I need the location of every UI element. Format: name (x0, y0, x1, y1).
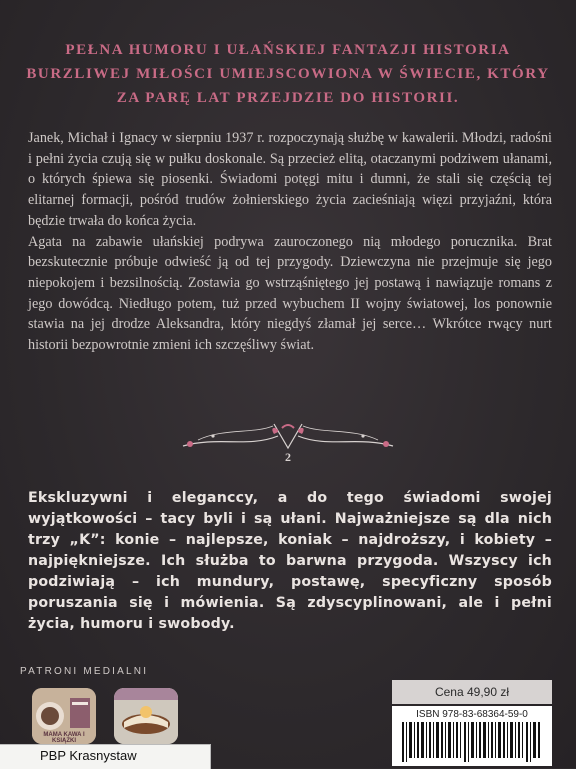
patron-logo-mama-kawa (32, 688, 96, 744)
price-label: Cena 49,90 zł (392, 680, 552, 704)
quote: Ekskluzywni i eleganccy, a do tego świadomi swojej wyjątkowości – tacy byli i są ułani. Najważniejsze są dla nich trzy „K”: konie – najlepsze, koniak – najdroższy, i kobiety – najpiękniejsze. Ich służba to barwna przygoda. Wszyscy ich podziwiają – ich mundury, postawę, specyficzny sposób poruszania się i mówienia. Są zdyscyplinowani, ale i pełni życia, humoru i swobody. (28, 490, 552, 632)
synopsis (28, 128, 552, 356)
isbn-block (392, 706, 552, 766)
patrons-label: PATRONI MEDIALNI (20, 666, 149, 677)
open-book-icon (114, 688, 178, 744)
library-sticker-text: PBP Krasnystaw (40, 748, 137, 763)
divider-number: 2 (285, 450, 291, 464)
isbn-text: ISBN 978-83-68364-59-0 (416, 709, 528, 720)
tagline: PEŁNA HUMORU I UŁAŃSKIEJ FANTAZJI HISTORIA BURZLIWEJ MIŁOŚCI UMIEJSCOWIONA W ŚWIECIE, KTÓRY ZA PARĘ LAT PRZEJDZIE DO HISTORII. (26, 42, 550, 106)
synopsis-paragraph-1: Janek, Michał i Ignacy w sierpniu 1937 r. rozpoczynają służbę w kawalerii. Młodzi, radośni i pełni życia czują się w pułku doskonale. Są przecież elitą, otaczanymi podziwem ułanami, o których śpiewa się piosenki. Świadomi potęgi mitu i dumni, że stali się częścią tej elitarnej formacji, pośród trudów żołnierskiego życia zacieśniają więzi przyjaźni, która będzie trwała do końca życia. (28, 130, 552, 229)
patron-logo-text: MAMA KAWA I KSIĄŻKI (43, 732, 85, 744)
patron-logo-book (114, 688, 178, 744)
library-sticker (0, 744, 211, 769)
barcode-icon (400, 722, 544, 762)
synopsis-paragraph-2: Agata na zabawie ułańskiej podrywa zauroczonego nią młodego porucznika. Brat bezskutecznie próbuje odwieść ją od tej przygody. Dziewczyna nie przejmuje się jego niepokojem i bezsilnością. Zostawia go wstrząśniętego jej postawą i nawiązuje romans z jego dowódcą. Niedługo potem, tuż przed wybuchem II wojny światowej, los ponownie stawia na jej drodze Aleksandra, który niegdyś złamał jej serce… Wkrótce rwący nurt historii bezpowrotnie zmieni ich szczęśliwy świat. (28, 233, 552, 354)
